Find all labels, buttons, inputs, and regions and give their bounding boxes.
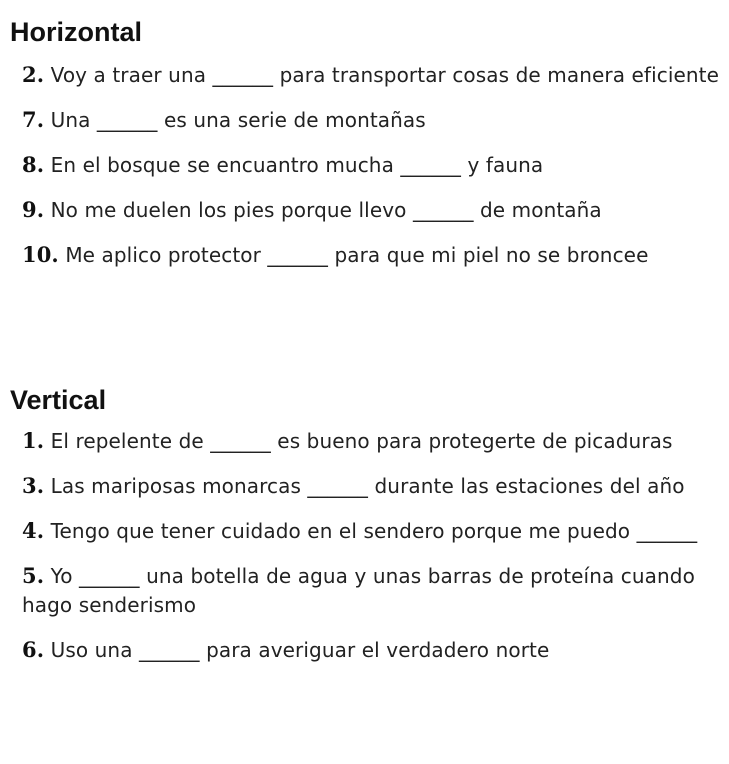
clue-text: No me duelen los pies porque llevo ______ de montaña (50, 198, 602, 222)
clue-number: 2. (22, 62, 45, 87)
clue-number: 4. (22, 518, 45, 543)
clue-number: 6. (22, 637, 45, 662)
clue-number: 10. (22, 242, 59, 267)
vertical-clue-list (22, 426, 722, 680)
clue-item (22, 516, 722, 546)
clue-number: 5. (22, 563, 45, 588)
clue-item (22, 105, 722, 135)
clue-text: Voy a traer una ______ para transportar cosas de manera eficiente (50, 63, 720, 87)
clue-text: Me aplico protector ______ para que mi piel no se broncee (65, 243, 649, 267)
clue-item (22, 195, 722, 225)
vertical-heading: Vertical (10, 385, 107, 415)
clue-text: Las mariposas monarcas ______ durante las estaciones del año (50, 474, 685, 498)
clue-text: Tengo que tener cuidado en el sendero porque me puedo ______ (50, 519, 698, 543)
clue-text: El repelente de ______ es bueno para protegerte de picaduras (50, 429, 673, 453)
clue-number: 1. (22, 428, 45, 453)
clue-text: En el bosque se encuantro mucha ______ y fauna (50, 153, 544, 177)
clue-item (22, 150, 722, 180)
clue-text: Uso una ______ para averiguar el verdadero norte (50, 638, 550, 662)
clue-item (22, 635, 722, 665)
clue-number: 3. (22, 473, 45, 498)
clue-text: Yo ______ una botella de agua y unas barras de proteína cuando hago senderismo (22, 564, 695, 617)
clue-text: Una ______ es una serie de montañas (50, 108, 426, 132)
clue-number: 7. (22, 107, 45, 132)
horizontal-clue-list (22, 60, 722, 285)
clue-item (22, 60, 722, 90)
clue-number: 9. (22, 197, 45, 222)
clue-item (22, 240, 722, 270)
clue-item (22, 561, 722, 620)
clue-item (22, 471, 722, 501)
clue-number: 8. (22, 152, 45, 177)
horizontal-heading: Horizontal (10, 17, 142, 47)
clue-item (22, 426, 722, 456)
